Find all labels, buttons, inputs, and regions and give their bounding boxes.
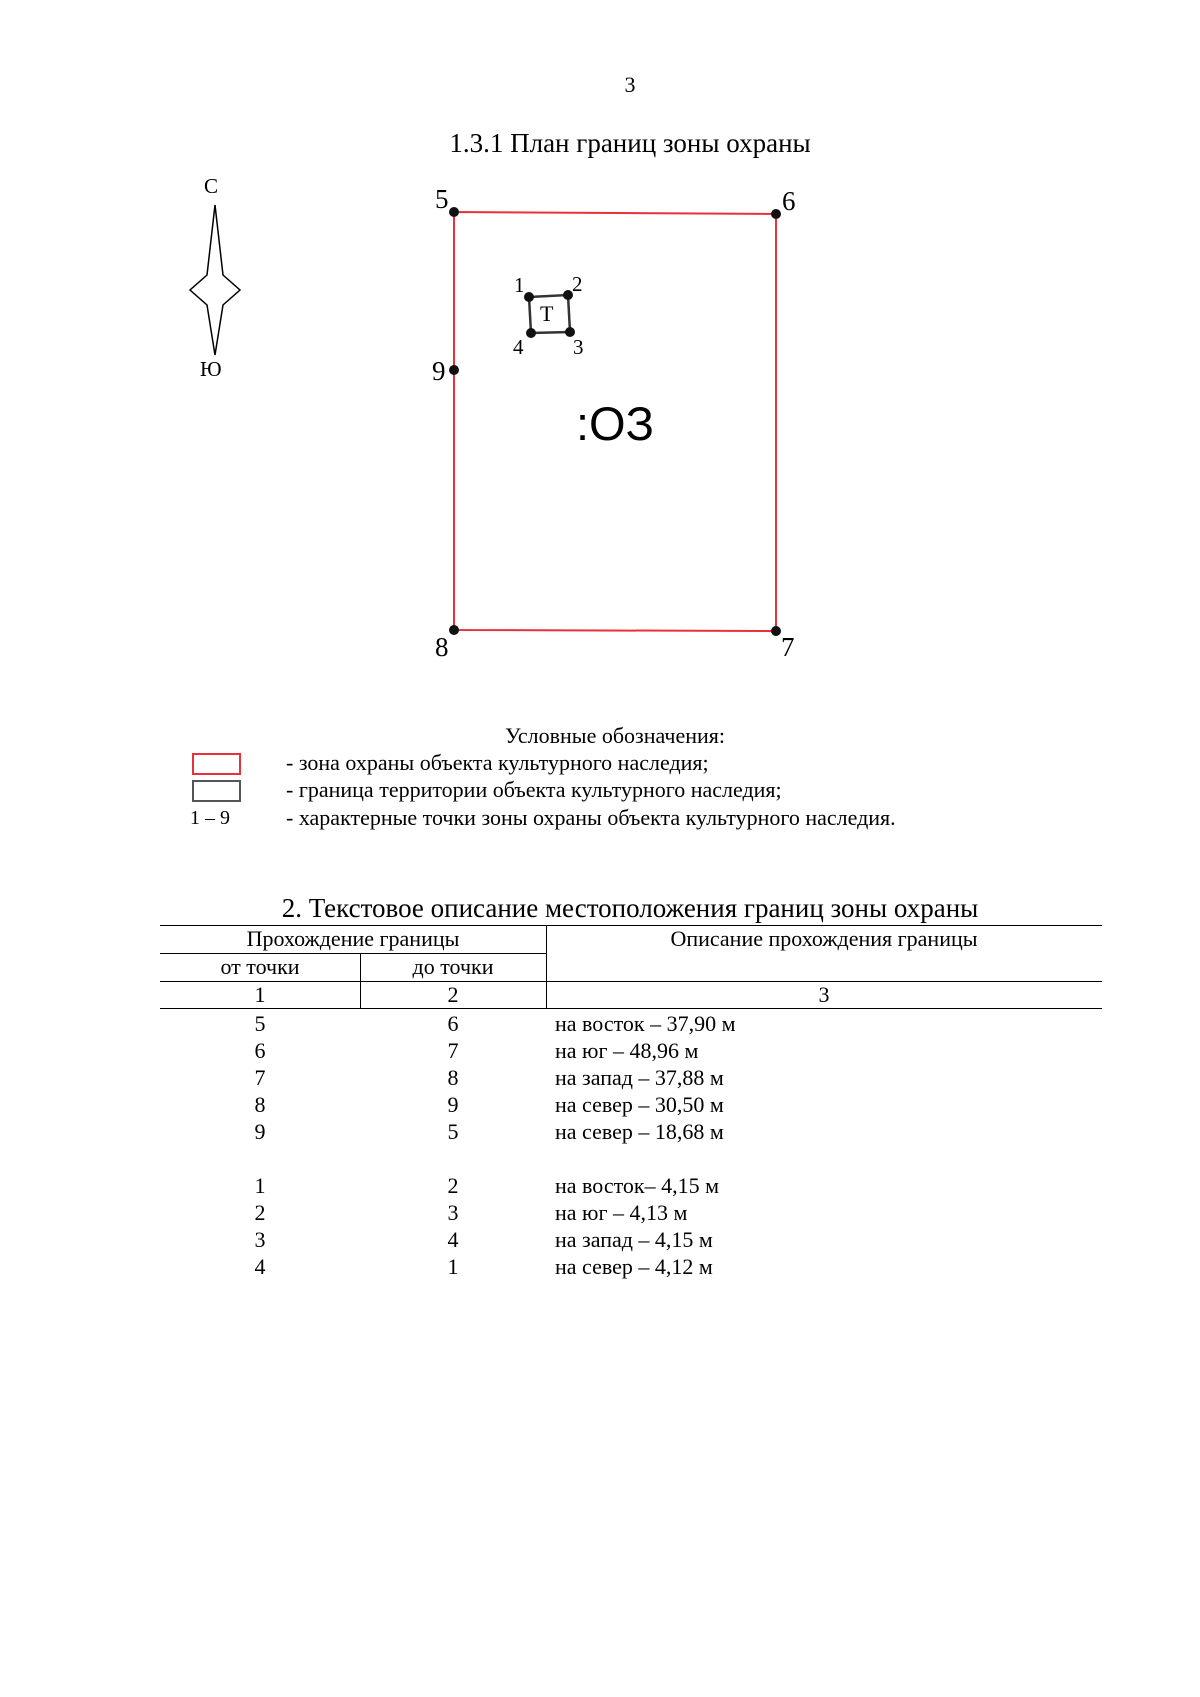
legend-title: Условные обозначения: <box>504 723 726 748</box>
section-title: 2. Текстовое описание местоположения границ зоны охраны <box>281 893 979 923</box>
row-from: 7 <box>254 1065 266 1090</box>
table-col-number: 3 <box>818 982 830 1007</box>
zone-point-5 <box>449 207 459 217</box>
row-from: 2 <box>254 1200 266 1225</box>
table-row <box>0 1010 1200 1037</box>
row-description: на запад – 4,15 м <box>555 1227 713 1252</box>
table-row <box>0 1118 1200 1145</box>
table-row <box>0 1226 1200 1253</box>
legend-points-symbol: 1 – 9 <box>190 807 230 829</box>
table-row <box>0 1253 1200 1280</box>
row-to: 3 <box>447 1200 459 1225</box>
territory-point-label: 2 <box>572 272 583 296</box>
zone-point-label: 7 <box>781 632 795 662</box>
table-header-description: Описание прохождения границы <box>670 926 978 951</box>
row-description: на север – 4,12 м <box>555 1254 713 1279</box>
zone-label: :ОЗ <box>576 397 655 450</box>
table-header-to: до точки <box>412 954 494 979</box>
row-to: 5 <box>447 1119 459 1144</box>
table-row <box>0 1037 1200 1064</box>
territory-point-label: 3 <box>573 335 584 359</box>
territory-point-1 <box>524 292 534 302</box>
zone-point-6 <box>771 209 781 219</box>
row-description: на юг – 48,96 м <box>555 1038 699 1063</box>
legend-territory-swatch <box>192 780 241 802</box>
row-to: 1 <box>447 1254 459 1279</box>
plan-map <box>0 0 1200 700</box>
row-from: 6 <box>254 1038 266 1063</box>
legend-zone-swatch <box>192 753 241 775</box>
row-description: на запад – 37,88 м <box>555 1065 724 1090</box>
row-from: 4 <box>254 1254 266 1279</box>
zone-point-7 <box>771 626 781 636</box>
row-description: на восток– 4,15 м <box>555 1173 720 1198</box>
zone-point-label: 5 <box>435 184 449 214</box>
row-from: 3 <box>254 1227 266 1252</box>
row-from: 9 <box>254 1119 266 1144</box>
row-to: 7 <box>447 1038 459 1063</box>
table-numbering-rule <box>160 1008 1102 1009</box>
table-row <box>0 1091 1200 1118</box>
compass-south-label: Ю <box>200 357 222 381</box>
compass-north-label: С <box>204 174 219 198</box>
territory-point-label: 1 <box>514 273 525 297</box>
zone-point-9 <box>449 365 459 375</box>
legend-item-zone: - зона охраны объекта культурного наследия; <box>286 750 709 775</box>
page-number: 3 <box>624 72 636 97</box>
row-from: 1 <box>254 1173 266 1198</box>
table-col-number: 2 <box>447 982 459 1007</box>
row-to: 4 <box>447 1227 459 1252</box>
table-header-group: Прохождение границы <box>246 926 460 951</box>
territory-point-4 <box>526 328 536 338</box>
row-to: 2 <box>447 1173 459 1198</box>
row-to: 9 <box>447 1092 459 1117</box>
table-row <box>0 1199 1200 1226</box>
row-to: 8 <box>447 1065 459 1090</box>
zone-point-label: 6 <box>782 186 796 216</box>
plan-title: 1.3.1 План границ зоны охраны <box>449 128 811 158</box>
legend-item-territory: - граница территории объекта культурного наследия; <box>286 777 782 802</box>
table-row <box>0 1064 1200 1091</box>
row-description: на восток – 37,90 м <box>555 1011 736 1036</box>
row-description: на юг – 4,13 м <box>555 1200 688 1225</box>
table-header-from: от точки <box>220 954 300 979</box>
row-from: 5 <box>254 1011 266 1036</box>
row-from: 8 <box>254 1092 266 1117</box>
territory-point-label: 4 <box>513 335 524 359</box>
table-row <box>0 1172 1200 1199</box>
row-description: на север – 30,50 м <box>555 1092 724 1117</box>
table-col-number: 1 <box>254 982 266 1007</box>
zone-point-label: 9 <box>432 356 446 386</box>
zone-point-8 <box>449 625 459 635</box>
row-to: 6 <box>447 1011 459 1036</box>
zone-point-label: 8 <box>435 632 449 662</box>
legend-item-points: - характерные точки зоны охраны объекта культурного наследия. <box>286 805 896 830</box>
row-description: на север – 18,68 м <box>555 1119 724 1144</box>
territory-label: Т <box>540 301 554 326</box>
